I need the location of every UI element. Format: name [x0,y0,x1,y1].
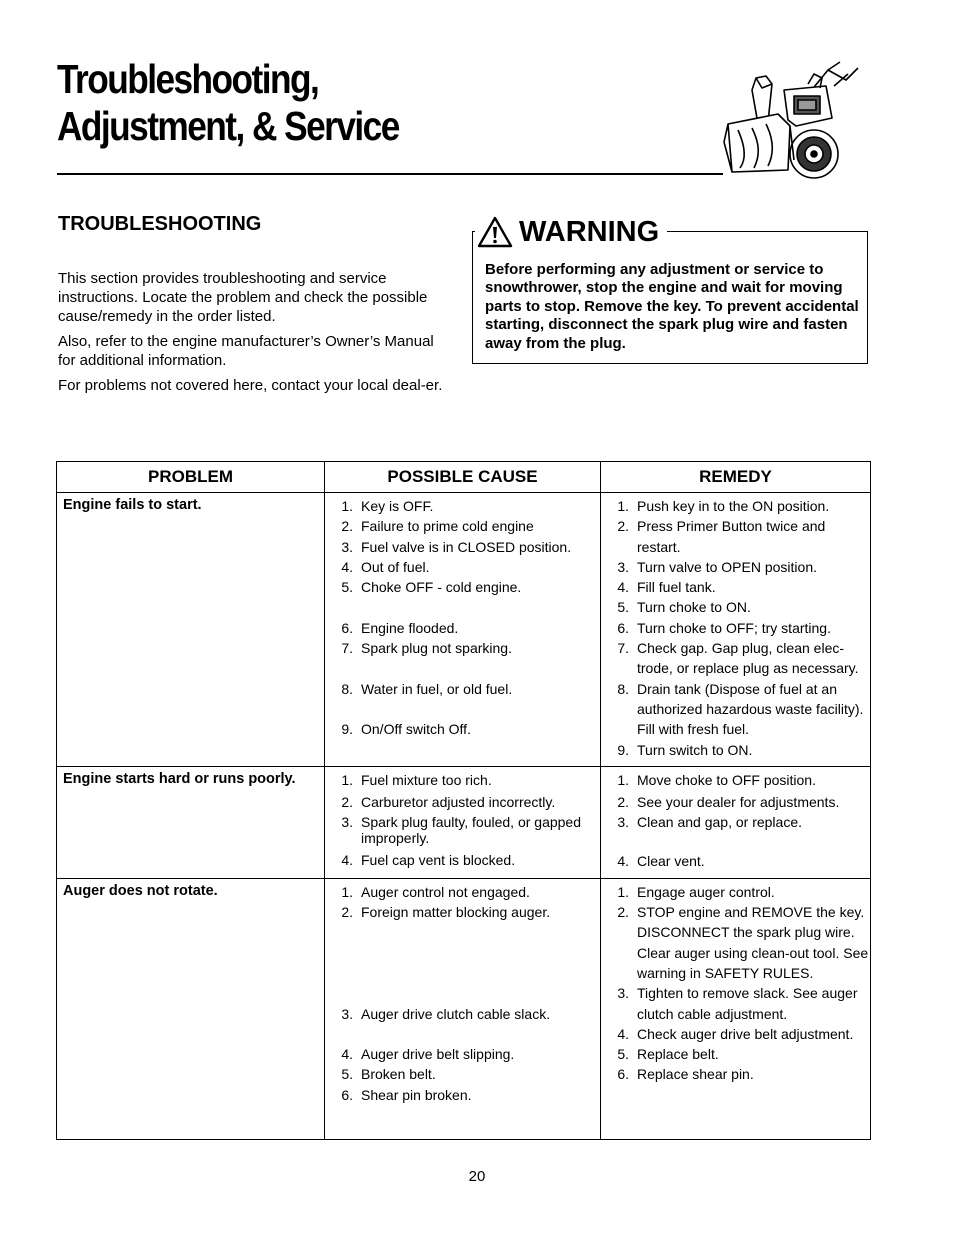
page-number: 20 [468,1168,486,1185]
warning-triangle-icon [477,216,513,248]
list-item: 1. Key is OFF. [341,498,434,514]
list-item: 3. Tighten to remove slack. See auger [617,985,858,1002]
list-item: 7. Check gap. Gap plug, clean elec- [617,640,845,657]
section-heading: TROUBLESHOOTING [58,213,262,235]
header-possible-cause: POSSIBLE CAUSE [325,462,601,493]
snowthrower-illustration [718,60,868,186]
list-item: 4. Auger drive belt slipping. [341,1046,515,1063]
list-item: 2. Failure to prime cold engine [341,518,534,535]
list-item: 4. Out of fuel. [341,558,430,575]
warning-text: Before performing any adjustment or service to snowthrower, stop the engine and wait for moving parts to stop. Remove the key. To prevent accidental starting, disconnect the spark plug wire and fasten away from the plug. [485,261,859,352]
problem-cell: Engine starts hard or runs poorly. [57,766,325,878]
warning-title: WARNING [519,216,660,248]
intro-text [58,269,453,401]
list-item: 1. Push key in to the ON position. [617,498,830,514]
list-item: 4. Fuel cap vent is blocked. [341,852,516,869]
page-title [57,56,399,150]
list-item-continuation: Fill with fresh fuel. [637,721,750,738]
list-item: 3. Fuel valve is in CLOSED position. [341,538,572,555]
page-title-line-1: Troubleshooting, [57,56,319,102]
list-item: 6. Shear pin broken. [341,1086,472,1103]
list-item: 5. Broken belt. [341,1066,436,1083]
troubleshooting-table [56,461,871,1140]
list-item: 5. Choke OFF - cold engine. [341,579,522,596]
intro-paragraph: Also, refer to the engine manufacturer’s Owner’s Manual for additional information. [58,333,434,369]
list-item: 3. Clean and gap, or replace. [617,814,802,831]
header-remedy: REMEDY [601,462,871,493]
list-item-continuation: warning in SAFETY RULES. [637,964,814,981]
remedy-cell [601,493,871,767]
list-item: 8. Drain tank (Dispose of fuel at an [617,680,837,697]
list-item: 2. Carburetor adjusted incorrectly. [341,794,556,811]
remedy-cell [601,766,871,878]
list-item: 4. Check auger drive belt adjustment. [617,1025,854,1042]
list-item: 2. STOP engine and REMOVE the key. [617,904,865,921]
table-row [57,493,871,767]
list-item: 6. Replace shear pin. [617,1066,754,1083]
warning-box [472,216,868,364]
list-item: 2. Foreign matter blocking auger. [341,904,551,921]
list-item: 5. Replace belt. [617,1046,719,1063]
list-item-continuation: clutch cable adjustment. [637,1005,788,1022]
list-item: 3. Turn valve to OPEN position. [617,558,818,575]
table-row [57,766,871,878]
list-item: 5. Turn choke to ON. [617,599,751,616]
cause-cell [325,493,601,767]
list-item-continuation: trode, or replace plug as necessary. [637,660,859,677]
list-item: 6. Turn choke to OFF; try starting. [617,619,831,636]
remedy-cell [601,878,871,1139]
list-item: 1. Fuel mixture too rich. [341,771,492,788]
list-item: 4. Fill fuel tank. [617,579,716,596]
list-item: 8. Water in fuel, or old fuel. [341,680,513,697]
title-rule [57,173,723,175]
list-item-continuation: Clear auger using clean-out tool. See [637,944,869,961]
page-title-line-2: Adjustment, & Service [57,103,399,149]
list-item: 1. Move choke to OFF position. [617,771,816,788]
list-item: 9. On/Off switch Off. [341,721,471,738]
list-item: 2. Press Primer Button twice and restart. [617,518,826,555]
list-item: 1. Engage auger control. [617,883,775,900]
intro-paragraph: This section provides troubleshooting and service instructions. Locate the problem and check the possible cause/remedy in the order listed. [58,270,428,325]
list-item-continuation: authorized hazardous waste facility). [637,700,864,717]
problem-cell: Engine fails to start. [57,493,325,767]
list-item: 4. Clear vent. [617,853,705,870]
table-row [57,878,871,1139]
list-item: 6. Engine flooded. [341,619,459,636]
table-header-row [57,462,871,493]
intro-paragraph: For problems not covered here, contact your local deal-er. [58,377,443,394]
header-problem: PROBLEM [57,462,325,493]
list-item: 1. Auger control not engaged. [341,883,530,900]
list-item: 7. Spark plug not sparking. [341,640,512,657]
cause-cell [325,878,601,1139]
list-item: 3. Auger drive clutch cable slack. [341,1005,551,1022]
cause-cell [325,766,601,878]
warning-header [475,216,667,248]
list-item: 2. See your dealer for adjustments. [617,794,840,811]
problem-cell: Auger does not rotate. [57,878,325,1139]
list-item: 3. Spark plug faulty, fouled, or gapped improperly. [341,814,582,847]
list-item: 9. Turn switch to ON. [617,741,753,758]
list-item-continuation: DISCONNECT the spark plug wire. [637,924,855,941]
